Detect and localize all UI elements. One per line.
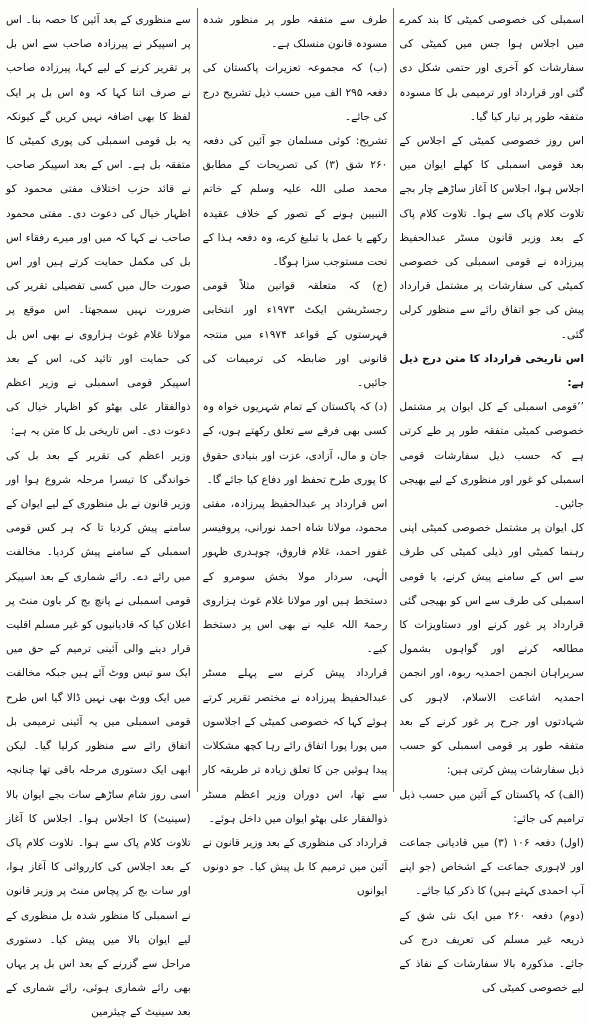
text-column-left: [5, 8, 191, 1019]
paragraph: قرارداد کی منظوری کے بعد وزیر قانون نے آئین میں ترمیم کا بل پیش کیا۔ جو دونوں ایوانوں: [202, 836, 388, 898]
paragraph: (الف) کہ پاکستان کے آئین میں حسب ذیل ترامیم کی جائے:: [399, 788, 584, 825]
paragraph: اسمبلی کی خصوصی کمیٹی کا بند کمرے میں اجلاس ہوا جس میں کمیٹی کی سفارشات کو آخری اور حتمی شکل دی گئی اور قرارداد اور ترمیمی بل کا مسودہ متفقہ طور پر تیار کیا گیا۔: [399, 14, 584, 123]
paragraph: اس روز خصوصی کمیٹی کے اجلاس کے بعد قومی اسمبلی کا کھلے ایوان میں اجلاس ہوا، اجلاس کا آغاز ساڑھے چار بجے تلاوت کلام پاک سے ہوا۔ تلاوت کلام پاک کے بعد وزیر قانون مسٹر عبدالحفیظ پیرزادہ نے قومی اسمبلی کی خصوصی کمیٹی کی سفارشات پر مشتمل قرارداد پیش کی جو اتفاق رائے سے منظور کرلی گئی۔: [399, 135, 584, 341]
paragraph: اس قرارداد پر عبدالحفیظ پیرزادہ، مفتی محمود، مولانا شاہ احمد نورانی، پروفیسر غفور احمد، غلام فاروق، چوہدری ظہور الٰہی، سردار مولا بخش سومرو کے دستخط ہیں اور مولانا غلام غوث ہزاروی رحمۃ اللہ علیہ نے بھی اس پر دستخط کیے۔: [202, 498, 388, 656]
paragraph: تشریح: کوئی مسلمان جو آئین کی دفعہ ۲۶۰ شق (۳) کی تصریحات کے مطابق محمد صلی اللہ علیہ وسلم کے خاتم النبیین ہونے کے تصور کے خلاف عقیدہ رکھے یا عمل یا تبلیغ کرے، وہ دفعہ ہذا کے تحت مستوجب سزا ہوگا۔: [202, 135, 388, 269]
text-column-middle: [197, 8, 388, 898]
paragraph: (د) کہ پاکستان کے تمام شہریوں خواہ وہ کسی بھی فرقے سے تعلق رکھتے ہوں، کے جان و مال، آزادی، عزت اور بنیادی حقوق کا پوری طرح تحفظ اور دفاع کیا جائے گا۔: [202, 401, 388, 486]
paragraph: ’’قومی اسمبلی کے کل ایوان پر مشتمل خصوصی کمیٹی متفقہ طور پر طے کرتی ہے کہ حسب ذیل سفارشات قومی اسمبلی کو غور اور منظوری کے لیے بھیجی جائیں۔: [399, 401, 584, 511]
resolution-intro: اس تاریخی قرارداد کا متن درج ذیل ہے:: [399, 352, 584, 390]
paragraph: (اول) دفعہ ۱۰۶ (۳) میں قادیانی جماعت اور لاہوری جماعت کے اشخاص (جو اپنے آپ احمدی کہتے ہیں) کا ذکر کیا جائے۔: [399, 836, 584, 898]
paragraph: (ب) کہ مجموعہ تعزیرات پاکستان کی دفعہ ۲۹۵ الف میں حسب ذیل تشریح درج کی جائے۔: [202, 62, 388, 123]
text-column-right: [393, 8, 584, 995]
paragraph: کل ایوان پر مشتمل خصوصی کمیٹی اپنی رہنما کمیٹی اور ذیلی کمیٹی کی طرف سے اس کے سامنے پیش کرنے، یا قومی اسمبلی کی طرف سے اس کو بھیجی گئی قرارداد پر غور کرنے اور دستاویزات کا مطالعہ کرنے اور گواہوں بشمول سربراہان انجمن احمدیہ ربوہ، اور انجمن احمدیہ اشاعت الاسلام، لاہور کی شہادتوں اور جرح پر غور کرنے کے بعد متفقہ طور پر قومی اسمبلی کو حسب ذیل سفارشات پیش کرتی ہیں:: [399, 522, 584, 777]
paragraph: قرارداد پیش کرنے سے پہلے مسٹر عبدالحفیظ پیرزادہ نے مختصر تقریر کرتے ہوئے کہا کہ خصوصی کمیٹی کے اجلاسوں میں پورا پورا اتفاق رائے رہا کچھ مشکلات پیدا ہوئیں جن کا تعلق زیادہ تر طریقہ کار سے تھا، اس دوران وزیر اعظم مسٹر ذوالفقار علی بھٹو ایوان میں داخل ہوئے۔: [202, 667, 388, 825]
paragraph: (دوم) دفعہ ۲۶۰ میں ایک نئی شق کے ذریعہ غیر مسلم کی تعریف درج کی جائے۔ مذکورہ بالا سفارشات کے نفاذ کے لیے خصوصی کمیٹی کی: [399, 909, 584, 995]
paragraph: وزیر اعظم کی تقریر کے بعد بل کی خواندگی کا تیسرا مرحلہ شروع ہوا اور وزیر قانون نے بل منظوری کے لیے ایوان کے سامنے پیش کردیا تا کہ ہر کس قومی اسمبلی کے سامنے پیش کردیا۔ مخالفت میں رائے دے۔ رائے شماری کے بعد اسپیکر قومی اسمبلی نے پانچ بج کر باون منٹ پر اعلان کیا کہ قادیانیوں کو غیر مسلم اقلیت قرار دینے والی آئینی ترمیم کے حق میں ایک سو تیس ووٹ آئے ہیں جبکہ مخالفت میں ایک ووٹ بھی نہیں ڈالا گیا اس طرح قومی اسمبلی میں یہ آئینی ترمیمی بل اتفاق رائے سے منظور کرلیا گیا۔ لیکن ابھی ایک دستوری مرحلہ باقی تھا چنانچہ اسی روز شام ساڑھے سات بجے ایوان بالا (سینیٹ) کا اجلاس ہوا۔ اجلاس کا آغاز تلاوت کلام پاک سے ہوا۔ تلاوت کلام پاک کے بعد اجلاس کی کارروائی کا آغاز ہوا، اور سات بج کر پچاس منٹ پر وزیر قانون نے اسمبلی کا منظور شدہ بل منظوری کے لیے ایوان بالا میں پیش کیا۔ دستوری مراحل سے گزرنے کے بعد اس بل پر یہاں بھی رائے شماری ہوئی، رائے شماری کے بعد سینیٹ کے چیئرمین: [5, 449, 191, 1019]
paragraph: سے منظوری کے بعد آئین کا حصہ بنا۔ اس پر اسپیکر نے پیرزادہ صاحب سے اس بل پر تقریر کرنے کے لیے کہا، پیرزادہ صاحب نے صرف اتنا کہا کہ وہ اس بل پر ایک لفظ کا بھی اضافہ نہیں کریں گے کیونکہ یہ بل قومی اسمبلی کی پوری کمیٹی کا متفقہ بل ہے۔ اس کے بعد اسپیکر صاحب نے قائد حزب اختلاف مفتی محمود کو اظہار خیال کی دعوت دی۔ مفتی محمود صاحب نے کہا کہ میں اور میرے رفقاء اس بل کی مکمل حمایت کرتے ہیں اور اس صورت حال میں کسی تفصیلی تقریر کی ضرورت نہیں سمجھتا۔ اس موقع پر مولانا غلام غوث ہزاروی نے بھی اس بل کی حمایت اور تائید کی، اس کے بعد اسپیکر قومی اسمبلی نے وزیر اعظم ذوالفقار علی بھٹو کو اظہار خیال کی دعوت دی۔ اس تاریخی بل کا متن یہ ہے:: [5, 14, 191, 438]
paragraph: (ج) کہ متعلقہ قوانین مثلاً قومی رجسٹریشن ایکٹ ۱۹۷۳ء اور انتخابی فہرستوں کے قواعد ۱۹۷۴ء میں منتجہ قانونی اور ضابطہ کی ترمیمات کی جائیں۔: [202, 280, 388, 390]
paragraph: طرف سے متفقہ طور پر منظور شدہ مسودہ قانون منسلک ہے۔: [202, 14, 388, 51]
